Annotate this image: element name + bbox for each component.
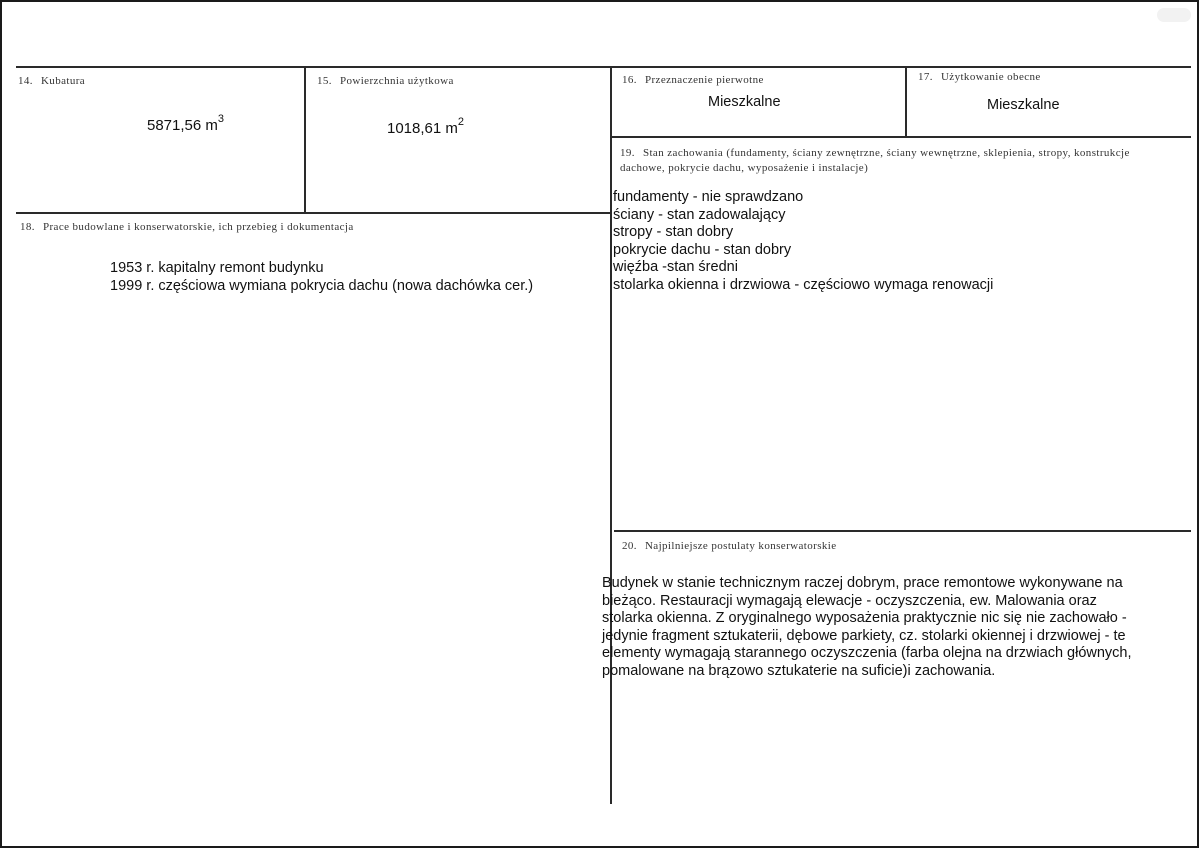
current-use-value: Mieszkalne: [987, 97, 1060, 113]
condition-line: pokrycie dachu - stan dobry: [613, 241, 792, 258]
divider-14-15: [304, 68, 306, 213]
field-17-number: 17.: [918, 71, 933, 83]
kubatura-exponent: 3: [217, 113, 225, 125]
postulate-line: elementy wymagają starannego oczyszczenia (farba olejna na drzwiach głównych,: [602, 645, 1132, 661]
condition-line: stropy - stan dobry: [613, 224, 734, 240]
area-number: 1018,61 m: [387, 120, 458, 137]
field-20-title: Najpilniejsze postulaty konserwatorskie: [644, 540, 837, 552]
field-16-label: [622, 74, 764, 86]
field-14-number: 14.: [18, 75, 33, 87]
postulate-line: Budynek w stanie technicznym raczej dobrym, prace remontowe wykonywane na: [602, 575, 1123, 591]
rule-under-14-15: [16, 212, 612, 214]
field-17-title: Użytkowanie obecne: [940, 71, 1041, 83]
postulate-line: bieżąco. Restauracji wymagają elewacje - oczyszczenia, ew. Malowania oraz: [602, 592, 1097, 609]
divider-16-17: [905, 68, 907, 136]
condition-line: stolarka okienna i drzwiowa - częściowo wymaga renowacji: [613, 276, 994, 293]
field-17-label: [918, 71, 1041, 83]
area-exponent: 2: [457, 116, 465, 128]
area-value: [387, 118, 464, 137]
kubatura-value: [147, 115, 224, 134]
divider-main: [610, 68, 612, 804]
field-16-number: 16.: [622, 74, 637, 86]
field-18-label: [20, 221, 354, 233]
field-16-title: Przeznaczenie pierwotne: [644, 74, 764, 86]
top-rule: [16, 66, 1191, 68]
field-19-title: Stan zachowania (fundamenty, ściany zewnętrzne, ściany wewnętrzne, sklepienia, stropy, konstrukcje dachowe, pokrycie dachu, wyposażenie i instalacje): [620, 147, 1130, 174]
field-14-label: [18, 75, 85, 87]
field-19-label: [620, 146, 1160, 176]
field-20-number: 20.: [622, 540, 637, 552]
field-18-number: 18.: [20, 221, 35, 233]
postulate-line: pomalowane na brązowo sztukaterie na suficie)i zachowania.: [602, 662, 996, 679]
condition-line: więźba -stan średni: [613, 259, 738, 275]
postulate-line: jedynie fragment sztukaterii, dębowe parkiety, cz. stolarki okiennej i drzwiowej - te: [602, 627, 1126, 644]
condition-line: fundamenty - nie sprawdzano: [613, 189, 804, 205]
field-19-number: 19.: [620, 147, 635, 159]
conservation-postulates-text: [602, 575, 1162, 680]
field-14-title: Kubatura: [40, 75, 86, 87]
original-use-value: Mieszkalne: [708, 94, 781, 110]
rule-under-19: [614, 530, 1191, 532]
kubatura-number: 5871,56 m: [147, 117, 218, 134]
field-15-number: 15.: [317, 75, 332, 87]
corner-mark: [1157, 8, 1191, 22]
condition-line: ściany - stan zadowalający: [613, 206, 786, 223]
field-20-label: [622, 540, 837, 552]
field-15-title: Powierzchnia użytkowa: [339, 75, 454, 87]
field-15-label: [317, 75, 454, 87]
rule-under-16-17: [612, 136, 1191, 138]
condition-text: [613, 189, 993, 294]
works-line: 1999 r. częściowa wymiana pokrycia dachu (nowa dachówka cer.): [110, 277, 534, 294]
works-history-text: [110, 260, 533, 295]
postulate-line: stolarka okienna. Z oryginalnego wyposażenia praktycznie nic się nie zachowało -: [602, 610, 1127, 626]
field-18-title: Prace budowlane i konserwatorskie, ich przebieg i dokumentacja: [42, 221, 354, 233]
works-line: 1953 r. kapitalny remont budynku: [110, 260, 324, 276]
